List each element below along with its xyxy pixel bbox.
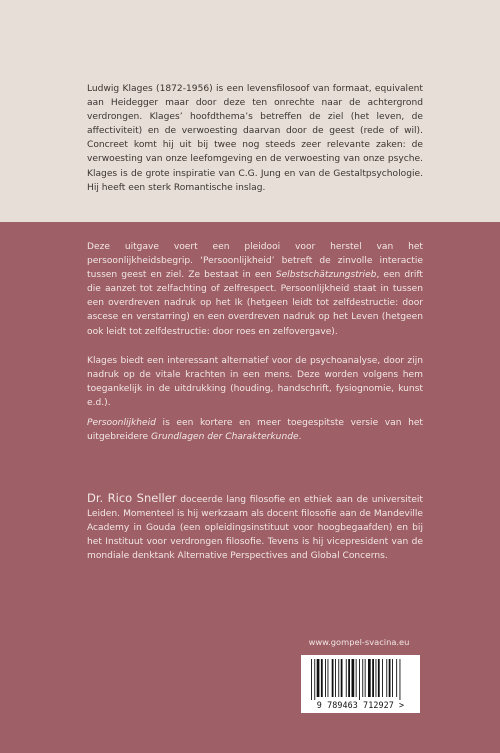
body-paragraph-3-text-a: is een kortere en meer toegespitste versie van het uitgebreidere bbox=[87, 418, 423, 443]
body-paragraph-2 bbox=[87, 354, 423, 410]
barcode-bar bbox=[321, 659, 323, 697]
barcode-bar bbox=[362, 659, 363, 697]
barcode-bar bbox=[378, 659, 380, 697]
barcode-bar bbox=[376, 659, 377, 697]
barcode-bar bbox=[400, 659, 401, 700]
body-paragraph-2-text: Klages biedt een interessant alternatief voor de psychoanalyse, door zijn nadruk op de vitale krachten in een mens. Deze worden volgens hem toegankelijk in de uitdrukking (houding, handschrift, fysiognomie, kunst e.d.). bbox=[87, 356, 423, 409]
barcode-bar bbox=[335, 659, 336, 697]
barcode-bar bbox=[325, 659, 326, 697]
body-paragraph-1-emphasis: Selbstschätzungstrieb bbox=[275, 270, 377, 281]
barcode-bar bbox=[372, 659, 374, 697]
barcode-bar bbox=[328, 659, 329, 697]
body-paragraph-1-text-a: Deze uitgave voert een pleidooi voor herstel van het persoonlijkheidsbegrip. ‘Persoonlijkheid’ betreft de zinvolle interactie tussen geest en ziel. Ze bestaat in een bbox=[87, 242, 423, 281]
barcode-bar bbox=[359, 659, 360, 700]
intro-paragraph bbox=[87, 82, 423, 195]
body-paragraph-1-text-b: , een drift die aanzet tot zelfachting of zelfrespect. Persoonlijkheid staat in tussen een overdreven nadruk op het Ik (hetgeen leidt tot zelfdestructie: door ascese en verstarring) en een overdreven nadruk op het Leven (hetgeen ook leidt tot zelfdestructie: door roes en zelfovergave). bbox=[87, 270, 423, 337]
body-paragraph-3-emphasis-2: Grundlagen der Charakterkunde bbox=[151, 432, 299, 443]
barcode-bar bbox=[368, 659, 371, 697]
barcode-bar bbox=[382, 659, 383, 697]
barcode-bar bbox=[341, 659, 343, 697]
barcode-bar bbox=[352, 659, 355, 697]
barcode-bar bbox=[346, 659, 347, 697]
author-bio bbox=[87, 491, 423, 563]
top-panel bbox=[0, 0, 500, 222]
barcode bbox=[301, 655, 420, 713]
barcode-bar bbox=[396, 659, 397, 697]
body-paragraph-3-text-b: . bbox=[298, 432, 302, 443]
barcode-bar bbox=[386, 659, 387, 697]
barcode-bar bbox=[356, 659, 357, 697]
barcode-bar bbox=[338, 659, 339, 697]
isbn-number: 9 789463 712927 > bbox=[316, 700, 405, 710]
body-paragraph-1 bbox=[87, 240, 423, 339]
barcode-bar bbox=[392, 659, 393, 697]
author-bio-text: doceerde lang filosofie en ethiek aan de universiteit Leiden. Momenteel is hij werkzaam als docent filosofie aan de Mandeville Academy in Gouda (een opleidingsinstituut voor hoogbegaafden) en bij het Instituut voor verdrongen filosofie. Tevens is hij vicepresident van de mondiale denktank Alternative Perspectives and Global Concerns. bbox=[87, 495, 424, 562]
barcode-bar bbox=[311, 659, 312, 700]
publisher-website[interactable]: www.gompel-svacina.eu bbox=[308, 637, 410, 647]
body-paragraph-3-emphasis-1: Persoonlijkheid bbox=[87, 418, 156, 428]
barcode-bar bbox=[365, 659, 366, 697]
barcode-bar bbox=[332, 659, 334, 697]
barcode-bar bbox=[317, 659, 320, 697]
barcode-bar bbox=[389, 659, 391, 697]
barcode-bar bbox=[314, 659, 315, 700]
author-name: Dr. Rico Sneller bbox=[87, 491, 177, 505]
barcode-bar bbox=[348, 659, 350, 697]
intro-text: Ludwig Klages (1872-1956) is een levensfilosoof van formaat, equivalent aan Heidegger maar door deze ten onrechte naar de achtergrond verdrongen. Klages’ hoofdthema’s betreffen de ziel (het leven, de affectiviteit) en de verwoesting daarvan door de geest (rede of wil). Concreet komt hij uit bij twee nog steeds zeer relevante zaken: de verwoesting van onze leefomgeving en de verwoesting van onze psyche. Klages is de grote inspiratie van C.G. Jung en van de Gestaltpsychologie. Hij heeft een sterk Romantische inslag. bbox=[87, 84, 423, 193]
barcode-bars bbox=[301, 655, 420, 701]
body-paragraph-3 bbox=[87, 416, 423, 444]
